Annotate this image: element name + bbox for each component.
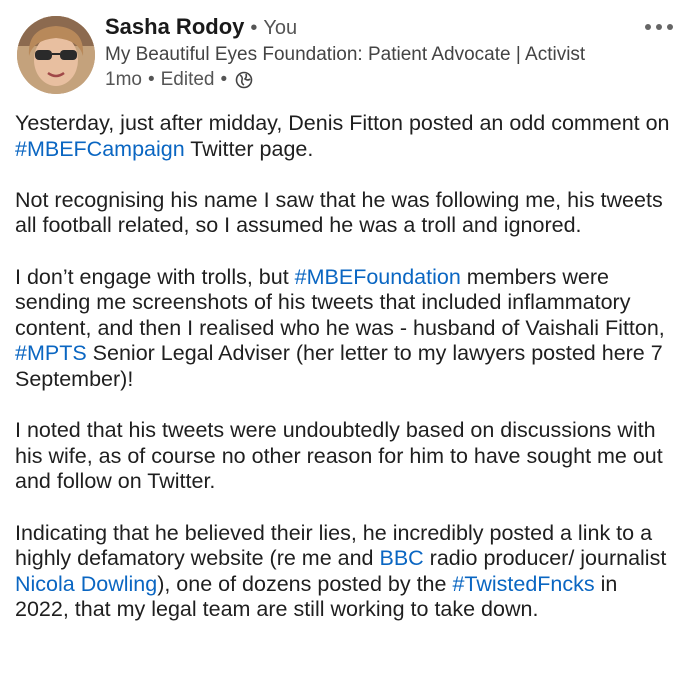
- post-paragraph: Indicating that he believed their lies, he incredibly posted a link to a highly defamatory website (re me and BBC radio producer/ journalist Nicola Dowling), one of dozens posted by the #TwistedFncks in 2022, that my legal team are still working to take down.: [15, 520, 667, 622]
- hashtag-link[interactable]: #TwistedFncks: [452, 571, 595, 596]
- post-header: [0, 0, 680, 105]
- hashtag-link[interactable]: #MPTS: [15, 341, 87, 366]
- post-paragraph: I don’t engage with trolls, but #MBEFoundation members were sending me screenshots of his tweets that included inflammatory content, and then I realised who he was - husband of Vaishali Fitton, #MPTS Senior Legal Adviser (her letter to my lawyers posted here 7 September)!: [15, 264, 665, 391]
- author-line: [105, 14, 297, 44]
- mention-link[interactable]: BBC: [379, 546, 424, 571]
- avatar[interactable]: [17, 16, 95, 94]
- hashtag-link[interactable]: #MBEFCampaign: [15, 136, 185, 161]
- post-paragraph: I noted that his tweets were undoubtedly based on discussions with his wife, as of course no other reason for him to have sought me out and follow on Twitter.: [15, 418, 663, 494]
- mention-link[interactable]: Nicola Dowling: [15, 571, 158, 596]
- globe-icon: [235, 71, 253, 89]
- edited-label: Edited: [160, 69, 215, 90]
- author-name[interactable]: Sasha Rodoy: [105, 14, 245, 39]
- separator-dot: •: [147, 69, 155, 90]
- post-meta: [105, 69, 253, 91]
- author-headline: My Beautiful Eyes Foundation: Patient Advocate | Activist: [105, 44, 586, 65]
- relation-label: You: [263, 17, 298, 39]
- post-paragraph: Not recognising his name I saw that he was following me, his tweets all football related, so I assumed he was a troll and ignored.: [15, 187, 663, 238]
- post-body: [15, 111, 675, 648]
- avatar-photo: [17, 16, 95, 94]
- post-paragraph: Yesterday, just after midday, Denis Fitton posted an odd comment on #MBEFCampaign Twitter page.: [15, 111, 670, 161]
- post-time: 1mo: [105, 69, 142, 90]
- separator-dot: •: [220, 69, 228, 90]
- more-options-icon[interactable]: [645, 24, 673, 32]
- hashtag-link[interactable]: #MBEFoundation: [294, 264, 461, 289]
- separator-dot: •: [250, 17, 258, 39]
